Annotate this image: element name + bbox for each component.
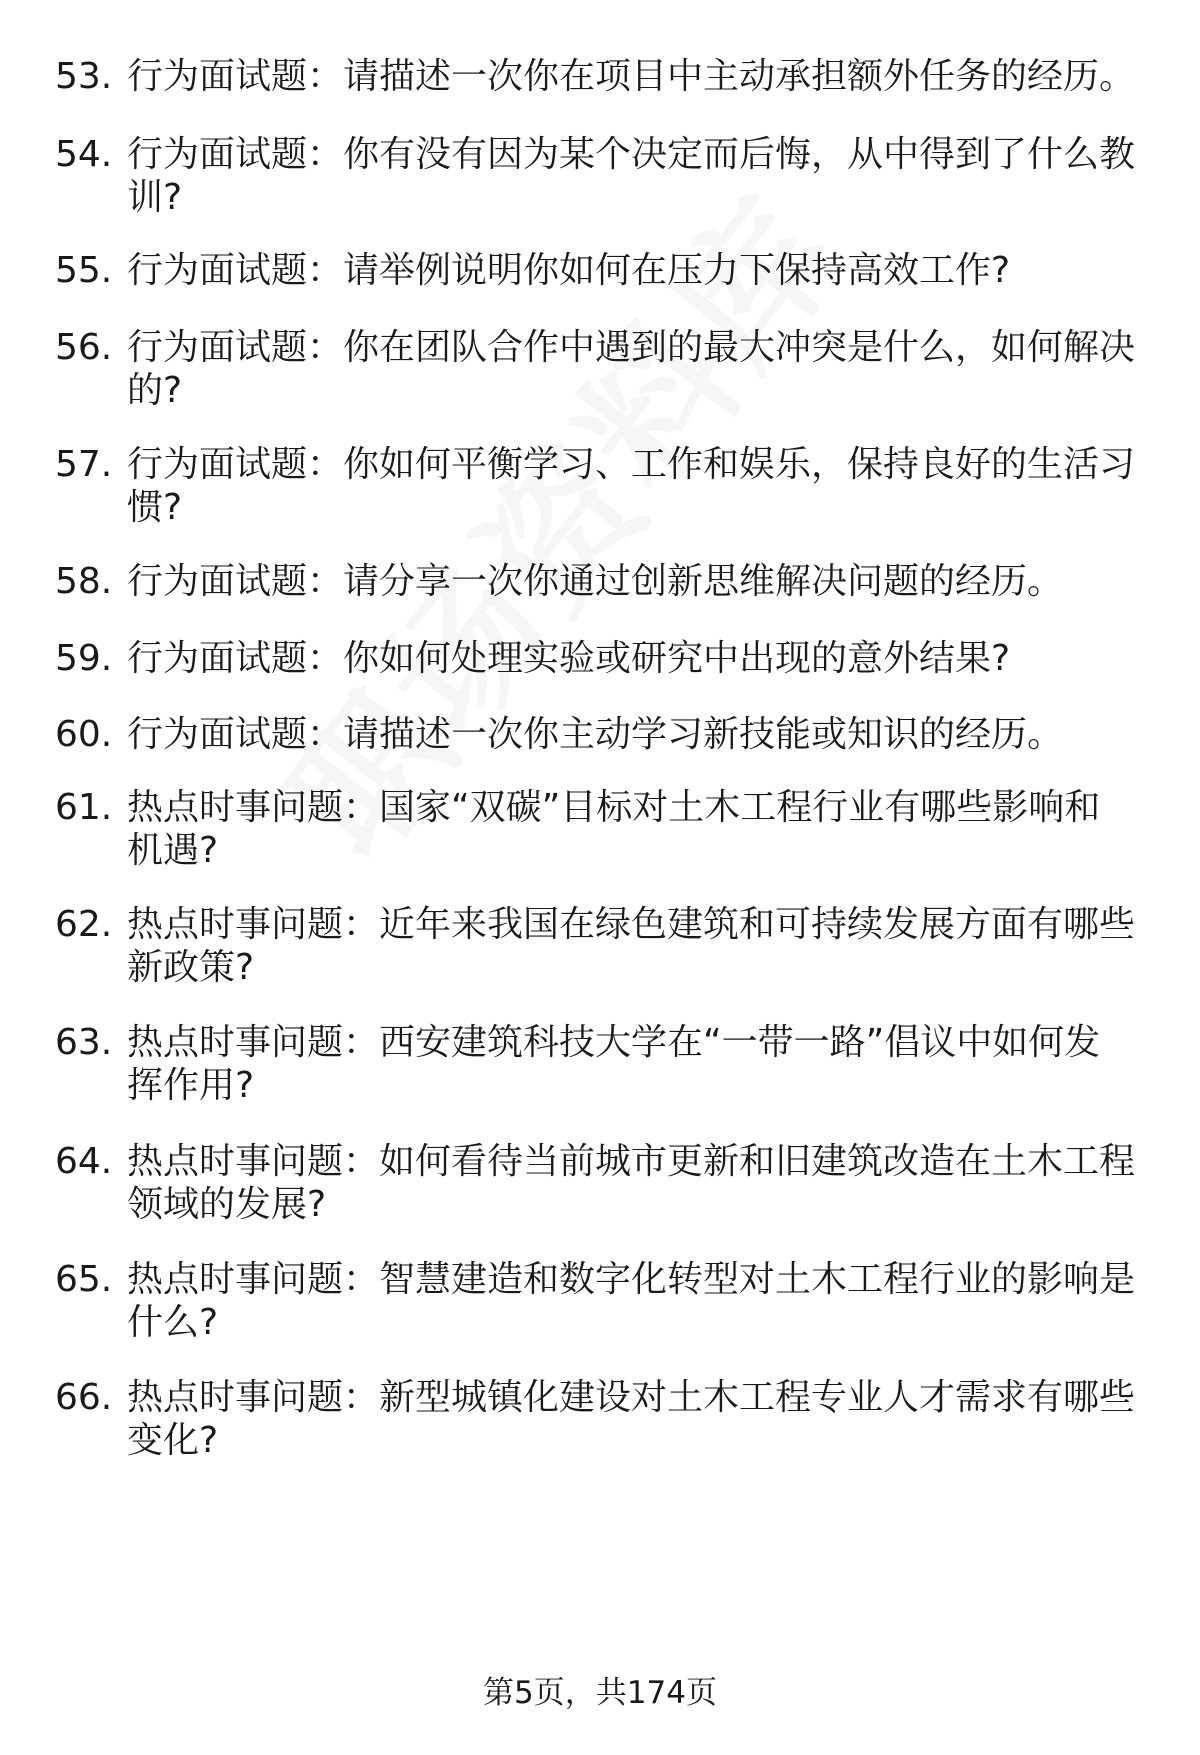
item-text xyxy=(127,1258,1195,1344)
item-number: 62. xyxy=(55,904,113,945)
item-line: 热点时事问题：智慧建造和数字化转型对土木工程行业的影响是 xyxy=(127,1259,1136,1300)
page-footer: 第5页，共174页 xyxy=(483,1675,717,1711)
item-line: 领域的发展? xyxy=(127,1184,327,1225)
item-line: 行为面试题：你如何平衡学习、工作和娱乐，保持良好的生活习 xyxy=(127,444,1136,485)
item-line: 行为面试题：你如何处理实验或研究中出现的意外结果? xyxy=(127,638,1011,679)
item-text xyxy=(127,55,1195,98)
item-text xyxy=(127,1140,1195,1226)
item-line: 的? xyxy=(127,370,183,411)
item-line: 热点时事问题：新型城镇化建设对土木工程专业人才需求有哪些 xyxy=(127,1377,1136,1418)
item-line: 行为面试题：你在团队合作中遇到的最大冲突是什么，如何解决 xyxy=(127,327,1136,368)
item-text xyxy=(127,560,1195,603)
item-line: 什么? xyxy=(127,1302,219,1343)
item-text xyxy=(127,637,1195,680)
item-text xyxy=(127,903,1195,989)
item-line: 行为面试题：请分享一次你通过创新思维解决问题的经历。 xyxy=(127,561,1064,602)
item-line: 挥作用? xyxy=(127,1065,255,1106)
item-line: 行为面试题：你有没有因为某个决定而后悔，从中得到了什么教 xyxy=(127,134,1136,175)
item-number: 63. xyxy=(55,1022,113,1063)
item-line: 新政策? xyxy=(127,947,255,988)
item-text xyxy=(127,326,1195,412)
item-line: 变化? xyxy=(127,1420,219,1461)
item-number: 58. xyxy=(55,561,113,602)
item-text xyxy=(127,713,1195,756)
item-text xyxy=(127,249,1195,292)
item-line: 行为面试题：请描述一次你主动学习新技能或知识的经历。 xyxy=(127,714,1064,755)
item-number: 65. xyxy=(55,1259,113,1300)
item-line: 训? xyxy=(127,177,183,218)
item-number: 61. xyxy=(55,787,113,828)
item-line: 热点时事问题：近年来我国在绿色建筑和可持续发展方面有哪些 xyxy=(127,904,1136,945)
item-number: 53. xyxy=(55,56,113,97)
item-number: 57. xyxy=(55,444,113,485)
item-line: 热点时事问题：如何看待当前城市更新和旧建筑改造在土木工程 xyxy=(127,1141,1136,1182)
item-number: 66. xyxy=(55,1377,113,1418)
item-number: 56. xyxy=(55,327,113,368)
item-line: 行为面试题：请描述一次你在项目中主动承担额外任务的经历。 xyxy=(127,56,1136,97)
item-line: 行为面试题：请举例说明你如何在压力下保持高效工作? xyxy=(127,250,1011,291)
item-number: 55. xyxy=(55,250,113,291)
item-number: 60. xyxy=(55,714,113,755)
item-text xyxy=(127,133,1195,219)
item-line: 热点时事问题：西安建筑科技大学在“一带一路”倡议中如何发 xyxy=(127,1022,1101,1063)
item-text xyxy=(127,786,1195,872)
item-line: 惯? xyxy=(127,487,183,528)
item-number: 54. xyxy=(55,134,113,175)
item-line: 热点时事问题：国家“双碳”目标对土木工程行业有哪些影响和 xyxy=(127,787,1101,828)
item-line: 机遇? xyxy=(127,830,219,871)
item-number: 64. xyxy=(55,1141,113,1182)
item-text xyxy=(127,1376,1195,1462)
item-text xyxy=(127,1021,1195,1107)
item-number: 59. xyxy=(55,638,113,679)
item-text xyxy=(127,443,1195,529)
